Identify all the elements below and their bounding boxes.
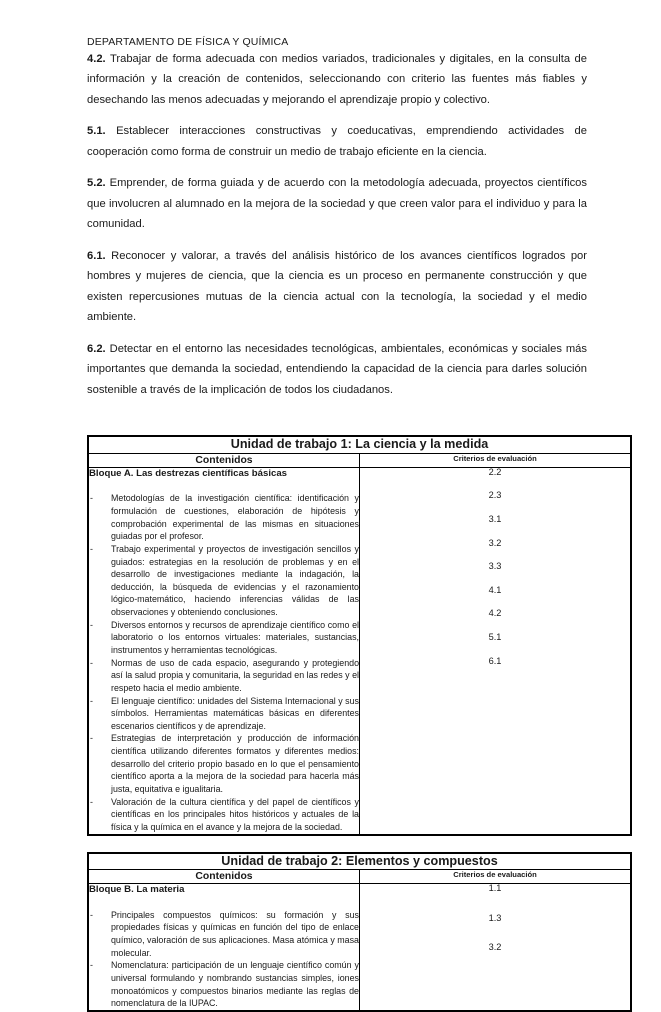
dash-bullet-icon: - xyxy=(90,796,93,807)
unit-1-title: Unidad de trabajo 1: La ciencia y la medida xyxy=(88,436,631,453)
criterio-value: 6.1 xyxy=(488,655,502,666)
table-spacer xyxy=(30,411,631,435)
criterios-list-1 xyxy=(360,468,630,666)
paragraph-text: Establecer interacciones constructivas y coeducativas, emprendiendo actividades de cooperación como forma de construir un medio de trabajo eficiente en la ciencia. xyxy=(87,125,587,158)
list-item-text: Valoración de la cultura científica y del papel de científicos y científicas en los principales hitos históricos y actuales de la física y la química en el avance y la mejora de la sociedad. xyxy=(111,796,359,832)
list-item-text: Principales compuestos químicos: su formación y sus propiedades físicas y químicas en función del tipo de enlace químico, valoración de sus aplicaciones. Masa atómica y masa molecular. xyxy=(111,909,359,958)
dash-bullet-icon: - xyxy=(90,657,93,668)
list-item-text: Nomenclatura: participación de un lenguaje científico común y universal formulando y nombrando sustancias simples, iones monoatómicos y compuestos binarios mediante las reglas de nomenclatura de la IUPAC. xyxy=(111,960,359,1009)
list-item-text: El lenguaje científico: unidades del Sistema Internacional y sus símbolos. Herramientas matemáticas básicas en diferentes escenarios científicos y de aprendizaje. xyxy=(111,695,359,731)
criterio-value: 3.1 xyxy=(488,514,502,525)
list-item xyxy=(89,959,359,1010)
criterios-cell-2 xyxy=(360,884,632,1011)
list-item-text: Trabajo experimental y proyectos de investigación sencillos y guiados: estrategias en la resolución de problemas y en el desarrollo de investigaciones mediante la indagación, la deducción, la búsqueda de evidencias y el razonamiento lógico-matemático, haciendo inferencias válidas de las observaciones y obteniendo conclusiones. xyxy=(111,543,359,618)
paragraph-text: Reconocer y valorar, a través del análisis histórico de los avances científicos logrados por hombres y mujeres de ciencia, que la ciencia es un proceso en permanente construcción y que existen repercusiones mutuas de la ciencia actual con la tecnología, la sociedad y el medio ambiente. xyxy=(87,249,587,324)
paragraph-5-1 xyxy=(87,121,587,162)
body-paragraphs xyxy=(87,49,587,401)
dash-bullet-icon: - xyxy=(90,493,93,504)
dash-bullet-icon: - xyxy=(90,960,93,971)
contenidos-cell-2 xyxy=(88,884,360,1011)
list-item-text: Diversos entornos y recursos de aprendizaje científico como el laboratorio o los entornos virtuales: materiales, sustancias, instrumentos y herramientas tecnológicas. xyxy=(111,619,359,655)
contenidos-cell-1 xyxy=(88,467,360,834)
column-header-contenidos: Contenidos xyxy=(88,870,360,884)
contenidos-list-1 xyxy=(89,492,359,833)
list-item-text: Estrategias de interpretación y producción de información científica utilizando diferentes formatos y diferentes medios: desarrollo del criterio propio basado en lo que el pensamiento científico aporta a la mejora de la sociedad para hacerla más justa, equitativa e igualitaria. xyxy=(111,733,359,795)
table-title-row xyxy=(88,853,631,870)
criterio-value: 2.2 xyxy=(488,466,502,477)
paragraph-number: 5.2. xyxy=(87,177,106,190)
criterio-value: 2.3 xyxy=(488,490,502,501)
list-item xyxy=(89,909,359,960)
contenidos-list-2 xyxy=(89,909,359,1010)
unit-table-2 xyxy=(87,852,632,1012)
dash-bullet-icon: - xyxy=(90,695,93,706)
criterio-value: 3.3 xyxy=(488,561,502,572)
paragraph-number: 5.1. xyxy=(87,125,106,138)
table-header-row xyxy=(88,453,631,467)
paragraph-text: Detectar en el entorno las necesidades tecnológicas, ambientales, económicas y sociales más importantes que demanda la sociedad, entendiendo la capacidad de la ciencia para darles solución sostenible a través de la implicación de todos los ciudadanos. xyxy=(87,342,587,396)
unit-table-1 xyxy=(87,435,632,836)
list-item xyxy=(89,796,359,834)
list-item xyxy=(89,619,359,657)
criterios-cell-1 xyxy=(360,467,632,834)
table-title-row xyxy=(88,436,631,453)
list-item-text: Normas de uso de cada espacio, asegurando y protegiendo así la salud propia y comunitaria, la seguridad en las redes y el respeto hacia el medio ambiente. xyxy=(111,657,359,693)
paragraph-number: 6.1. xyxy=(87,249,106,262)
column-header-criterios: Criterios de evaluación xyxy=(360,870,632,884)
list-item xyxy=(89,695,359,733)
paragraph-text: Emprender, de forma guiada y de acuerdo con la metodología adecuada, proyectos científicos que involucren al alumnado en la mejora de la sociedad y que creen valor para el individuo y para la comunidad. xyxy=(87,177,587,231)
criterio-value: 4.1 xyxy=(488,584,502,595)
bloque-a-title: Bloque A. Las destrezas científicas básicas xyxy=(89,467,287,479)
criterio-value: 1.1 xyxy=(488,883,502,894)
paragraph-text: Trabajar de forma adecuada con medios variados, tradicionales y digitales, en la consulta de información y la creación de contenidos, seleccionando con criterio las fuentes más fiables y desechando las menos adecuadas y mejorando el aprendizaje propio y colectivo. xyxy=(87,52,587,106)
dash-bullet-icon: - xyxy=(90,619,93,630)
paragraph-4-2 xyxy=(87,49,587,111)
list-item xyxy=(89,657,359,695)
criterio-value: 3.2 xyxy=(488,941,502,952)
table-body-row xyxy=(88,467,631,834)
table-body-row xyxy=(88,884,631,1011)
column-header-criterios: Criterios de evaluación xyxy=(360,453,632,467)
table-header-row xyxy=(88,870,631,884)
column-header-contenidos: Contenidos xyxy=(88,453,360,467)
paragraph-6-2 xyxy=(87,339,587,401)
paragraph-5-2 xyxy=(87,173,587,235)
between-tables-gap xyxy=(30,836,631,852)
list-item xyxy=(89,732,359,795)
criterio-value: 4.2 xyxy=(488,608,502,619)
dash-bullet-icon: - xyxy=(90,909,93,920)
list-item-text: Metodologías de la investigación científica: identificación y formulación de cuestiones, elaboración de hipótesis y comprobación experimental de las mismas en situaciones guiadas por el profesor. xyxy=(111,493,359,542)
dash-bullet-icon: - xyxy=(90,733,93,744)
dash-bullet-icon: - xyxy=(90,543,93,554)
criterios-list-2 xyxy=(360,884,630,952)
list-item xyxy=(89,543,359,619)
paragraph-number: 4.2. xyxy=(87,52,106,65)
criterio-value: 3.2 xyxy=(488,537,502,548)
bloque-b-title: Bloque B. La materia xyxy=(89,884,185,896)
paragraph-6-1 xyxy=(87,246,587,328)
paragraph-number: 6.2. xyxy=(87,342,106,355)
list-item xyxy=(89,492,359,543)
unit-2-title: Unidad de trabajo 2: Elementos y compuestos xyxy=(88,853,631,870)
criterio-value: 5.1 xyxy=(488,631,502,642)
document-header: DEPARTAMENTO DE FÍSICA Y QUÍMICA xyxy=(87,36,289,48)
criterio-value: 1.3 xyxy=(488,912,502,923)
